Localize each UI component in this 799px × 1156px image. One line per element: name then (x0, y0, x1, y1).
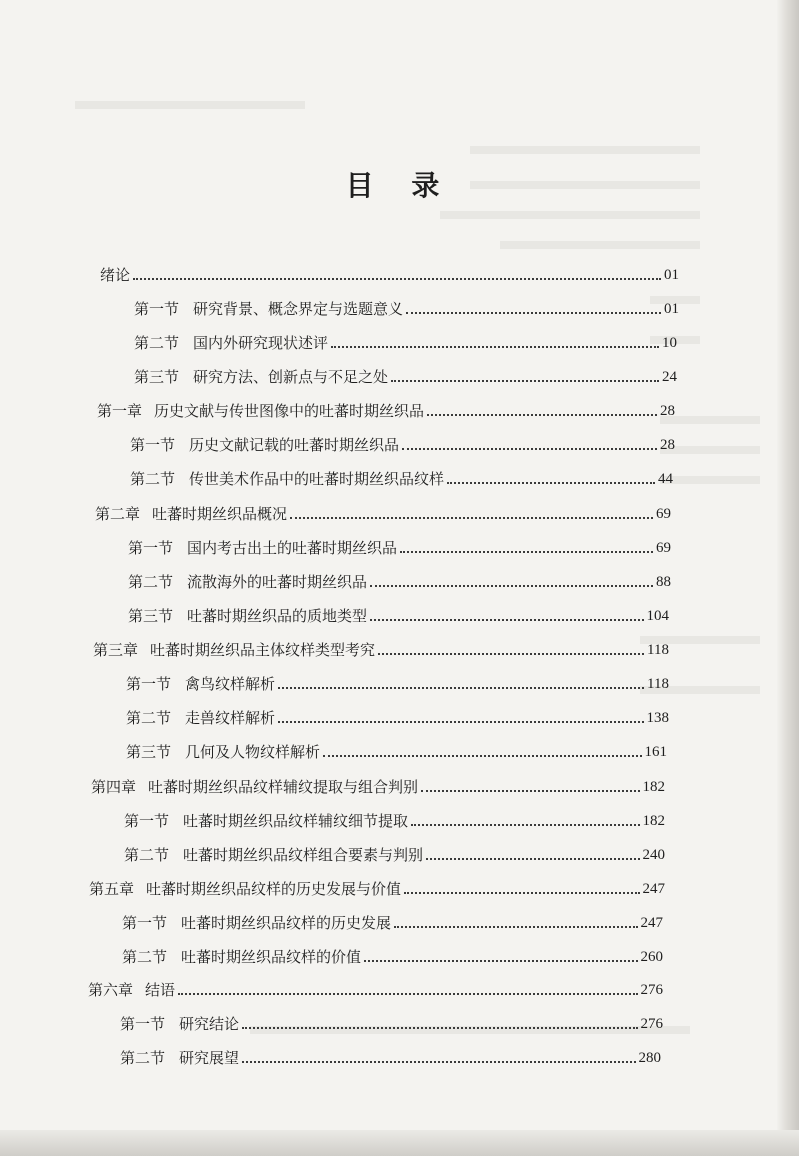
toc-entry-label (120, 1049, 239, 1067)
section-title: 研究背景、概念界定与选题意义 (193, 300, 404, 318)
toc-section-row (128, 603, 669, 625)
chapter-number: 第三章 (93, 641, 139, 659)
page-number: 88 (656, 574, 671, 590)
dot-leader (242, 1061, 635, 1063)
toc-entry-label (122, 948, 361, 966)
toc-entry-label (97, 402, 424, 420)
section-number: 第一节 (122, 914, 168, 932)
section-title: 吐蕃时期丝织品纹样的历史发展 (181, 914, 392, 932)
page-number: 24 (662, 369, 677, 385)
section-title: 研究方法、创新点与不足之处 (193, 368, 389, 386)
toc-entry-label (95, 505, 287, 523)
page-number: 276 (640, 982, 663, 998)
toc-entry-label (120, 1015, 239, 1033)
dot-leader (323, 755, 641, 757)
page-number: 118 (647, 676, 669, 692)
toc-section-row (128, 535, 671, 557)
page-number: 01 (664, 301, 679, 317)
toc-entry-label (130, 436, 399, 454)
dot-leader (242, 1027, 637, 1029)
dot-leader (447, 482, 655, 484)
dot-leader (178, 993, 637, 995)
toc-section-row (124, 808, 665, 830)
toc-chapter-row (93, 637, 669, 659)
section-title: 吐蕃时期丝织品纹样辅纹细节提取 (183, 812, 409, 830)
section-title: 国内考古出土的吐蕃时期丝织品 (187, 539, 398, 557)
page-number: 260 (640, 949, 663, 965)
page-number: 01 (664, 267, 679, 283)
dot-leader (426, 858, 639, 860)
page-number: 138 (646, 710, 669, 726)
page-number: 28 (660, 437, 675, 453)
dot-leader (278, 721, 643, 723)
section-title: 研究展望 (179, 1049, 240, 1067)
page-number: 247 (642, 881, 665, 897)
toc-entry-label (88, 981, 175, 999)
toc-section-row (122, 910, 663, 932)
section-title: 研究结论 (179, 1015, 240, 1033)
section-number: 第二节 (122, 948, 168, 966)
dot-leader (402, 448, 657, 450)
toc-entry-label (126, 743, 320, 761)
toc-section-row (128, 569, 671, 591)
toc-entry-label (124, 812, 408, 830)
page-number: 276 (640, 1016, 663, 1032)
page-number: 182 (642, 779, 665, 795)
section-title: 几何及人物纹样解析 (185, 743, 321, 761)
dot-leader (370, 585, 653, 587)
section-number: 第三节 (126, 743, 172, 761)
section-number: 第二节 (128, 573, 174, 591)
page-number: 161 (644, 744, 667, 760)
toc-entry-label (91, 778, 418, 796)
section-title: 吐蕃时期丝织品纹样组合要素与判别 (183, 846, 424, 864)
page-number: 280 (638, 1050, 661, 1066)
dot-leader (427, 414, 657, 416)
section-number: 第二节 (126, 709, 172, 727)
dot-leader (331, 346, 659, 348)
page-title: 目 录 (345, 169, 454, 202)
toc-chapter-row (100, 262, 679, 284)
chapter-title: 吐蕃时期丝织品纹样的历史发展与价值 (146, 880, 402, 898)
chapter-number: 第六章 (88, 981, 134, 999)
dot-leader (391, 380, 659, 382)
toc-section-row (120, 1011, 663, 1033)
section-number: 第二节 (134, 334, 180, 352)
chapter-number: 第五章 (89, 880, 135, 898)
section-title: 吐蕃时期丝织品的质地类型 (187, 607, 368, 625)
section-number: 第一节 (128, 539, 174, 557)
dot-leader (421, 790, 639, 792)
section-number: 第三节 (134, 368, 180, 386)
toc-entry-label (93, 641, 375, 659)
toc-chapter-row (95, 501, 671, 523)
page-number: 182 (642, 813, 665, 829)
page-number: 240 (642, 847, 665, 863)
chapter-title: 吐蕃时期丝织品概况 (152, 505, 288, 523)
chapter-title: 吐蕃时期丝织品主体纹样类型考究 (150, 641, 376, 659)
toc-entry-label (126, 709, 275, 727)
toc-chapter-row (91, 774, 665, 796)
toc-entry-label (128, 607, 367, 625)
page-number: 69 (656, 540, 671, 556)
page-number: 44 (658, 471, 673, 487)
toc-chapter-row (89, 876, 665, 898)
chapter-number: 第四章 (91, 778, 137, 796)
section-number: 第二节 (120, 1049, 166, 1067)
toc-chapter-row (97, 398, 675, 420)
toc-section-row (120, 1045, 661, 1067)
toc-section-row (122, 944, 663, 966)
section-title: 国内外研究现状述评 (193, 334, 329, 352)
dot-leader (404, 892, 639, 894)
toc-section-row (126, 705, 669, 727)
dot-leader (364, 960, 637, 962)
section-title: 传世美术作品中的吐蕃时期丝织品纹样 (189, 470, 445, 488)
toc-section-row (126, 671, 669, 693)
chapter-title: 结语 (145, 981, 176, 999)
section-number: 第三节 (128, 607, 174, 625)
page-number: 28 (660, 403, 675, 419)
dot-leader (290, 517, 653, 519)
dot-leader (378, 653, 644, 655)
section-title: 吐蕃时期丝织品纹样的价值 (181, 948, 362, 966)
chapter-number: 第一章 (97, 402, 143, 420)
toc-section-row (130, 466, 673, 488)
toc-entry-label (126, 675, 275, 693)
page-number: 104 (646, 608, 669, 624)
chapter-title: 绪论 (100, 266, 131, 284)
bottom-edge-shadow (0, 1130, 799, 1156)
section-title: 禽鸟纹样解析 (185, 675, 276, 693)
toc-section-row (134, 330, 677, 352)
toc-entry-label (100, 266, 130, 284)
toc-entry-label (134, 368, 388, 386)
toc-section-row (126, 739, 667, 761)
toc-entry-label (134, 334, 328, 352)
page-number: 118 (647, 642, 669, 658)
page-number: 247 (640, 915, 663, 931)
toc-entry-label (128, 573, 367, 591)
dot-leader (394, 926, 637, 928)
toc-section-row (124, 842, 665, 864)
toc-section-row (130, 432, 675, 454)
dot-leader (411, 824, 639, 826)
chapter-number: 第二章 (95, 505, 141, 523)
dot-leader (370, 619, 643, 621)
toc-chapter-row (88, 977, 663, 999)
toc-section-row (134, 364, 677, 386)
section-number: 第二节 (130, 470, 176, 488)
toc-entry-label (89, 880, 401, 898)
section-number: 第二节 (124, 846, 170, 864)
chapter-title: 历史文献与传世图像中的吐蕃时期丝织品 (154, 402, 425, 420)
section-title: 历史文献记载的吐蕃时期丝织品 (189, 436, 400, 454)
page-number: 10 (662, 335, 677, 351)
section-title: 流散海外的吐蕃时期丝织品 (187, 573, 368, 591)
toc-entry-label (134, 300, 403, 318)
section-title: 走兽纹样解析 (185, 709, 276, 727)
dot-leader (133, 278, 661, 280)
toc-section-row (134, 296, 679, 318)
toc-entry-label (124, 846, 423, 864)
section-number: 第一节 (130, 436, 176, 454)
chapter-title: 吐蕃时期丝织品纹样辅纹提取与组合判别 (148, 778, 419, 796)
section-number: 第一节 (126, 675, 172, 693)
section-number: 第一节 (134, 300, 180, 318)
toc-entry-label (128, 539, 397, 557)
toc-entry-label (130, 470, 444, 488)
section-number: 第一节 (120, 1015, 166, 1033)
toc-entry-label (122, 914, 391, 932)
dot-leader (278, 687, 644, 689)
dot-leader (400, 551, 653, 553)
dot-leader (406, 312, 661, 314)
section-number: 第一节 (124, 812, 170, 830)
page-number: 69 (656, 506, 671, 522)
